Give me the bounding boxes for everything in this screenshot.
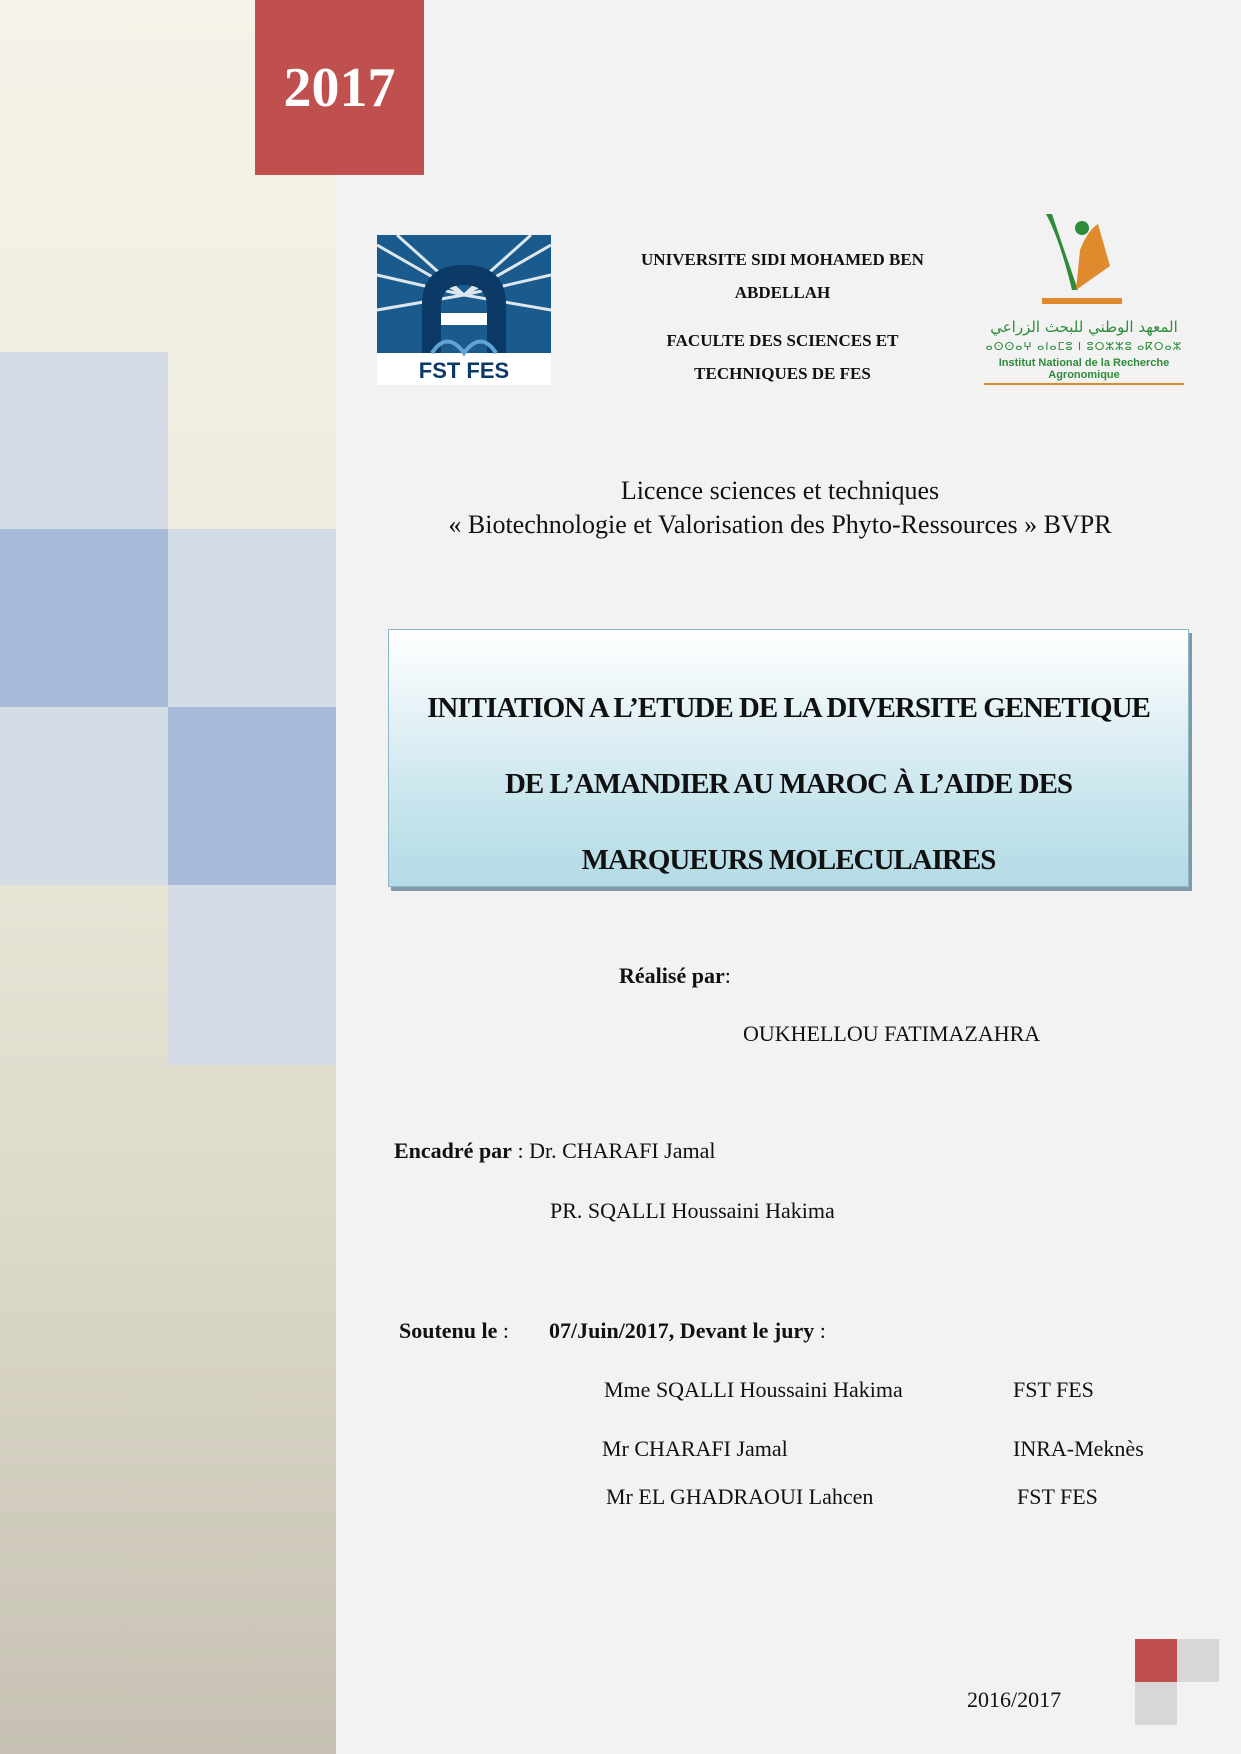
university-name-line2: ABDELLAH <box>734 283 831 302</box>
corner-decor-grey <box>1135 1682 1177 1725</box>
thesis-title-line1: INITIATION A L’ETUDE DE LA DIVERSITE GENETIQUE <box>427 692 1150 724</box>
decor-square <box>168 529 336 707</box>
faculty-name-line2: TECHNIQUES DE FES <box>694 364 871 383</box>
encadre-par-label: Encadré par <box>394 1138 512 1163</box>
year-badge <box>255 0 424 175</box>
inra-emblem-graphic <box>980 210 1185 310</box>
jury-member-name: Mr EL GHADRAOUI Lahcen <box>606 1484 874 1509</box>
year-text: 2017 <box>283 56 396 119</box>
inra-arabic-name: المعهد الوطني للبحث الزراعي <box>990 318 1178 336</box>
decor-square <box>0 529 168 707</box>
academic-year: 2016/2017 <box>967 1687 1062 1712</box>
realise-par-row <box>619 963 731 989</box>
licence-line2: « Biotechnologie et Valorisation des Phyto-Ressources » BVPR <box>448 510 1112 539</box>
soutenu-le-row <box>399 1318 509 1344</box>
faculty-name-line1: FACULTE DES SCIENCES ET <box>666 331 899 350</box>
university-heading <box>600 243 965 390</box>
defense-date-colon: : <box>814 1318 826 1343</box>
soutenu-le-label: Soutenu le <box>399 1318 498 1343</box>
author-name: OUKHELLOU FATIMAZAHRA <box>743 1021 1041 1046</box>
fst-logo-graphic <box>377 235 551 385</box>
thesis-title-line3: MARQUEURS MOLECULAIRES <box>581 844 996 876</box>
fst-fes-logo <box>377 235 551 385</box>
jury-member-name: Mr CHARAFI Jamal <box>602 1436 788 1461</box>
decor-square <box>168 885 336 1065</box>
thesis-title-line2: DE L’AMANDIER AU MAROC À L’AIDE DES <box>504 768 1073 800</box>
realise-par-label: Réalisé par <box>619 963 725 988</box>
licence-line1: Licence sciences et techniques <box>620 476 940 505</box>
corner-decor-grey <box>1177 1639 1219 1682</box>
supervisor-2: PR. SQALLI Houssaini Hakima <box>550 1198 835 1223</box>
jury-member-affiliation: FST FES <box>1017 1484 1098 1509</box>
inra-french-name: Institut National de la Recherche Agronomique <box>984 357 1184 385</box>
soutenu-le-colon: : <box>497 1318 510 1343</box>
licence-description <box>390 474 1170 542</box>
encadre-par-colon: : <box>511 1138 530 1163</box>
decor-square <box>0 707 168 885</box>
inra-logo <box>980 210 1185 380</box>
realise-par-colon: : <box>724 963 731 988</box>
inra-tifinagh-name: ⴰⵙⵙⴰⵖ ⴰⵏⴰⵎⵓ ⵏ ⵓⵔⵣⵣⵓ ⴰⴽⵔⴰⵣ <box>985 340 1183 353</box>
jury-member-name: Mme SQALLI Houssaini Hakima <box>604 1377 903 1402</box>
thesis-title-box <box>388 629 1189 887</box>
university-name-line1: UNIVERSITE SIDI MOHAMED BEN <box>641 250 924 269</box>
defense-date: 07/Juin/2017, Devant le jury <box>549 1318 815 1343</box>
corner-decor-red <box>1135 1639 1177 1682</box>
fst-logo-label: FST FES <box>418 358 510 383</box>
supervisor-1: Dr. CHARAFI Jamal <box>529 1138 716 1163</box>
decor-square <box>168 707 336 885</box>
decor-square <box>0 352 168 529</box>
jury-member-affiliation: INRA-Meknès <box>1013 1436 1144 1461</box>
defense-date-row <box>549 1318 826 1344</box>
jury-member-affiliation: FST FES <box>1013 1377 1094 1402</box>
encadre-par-row <box>394 1138 715 1164</box>
